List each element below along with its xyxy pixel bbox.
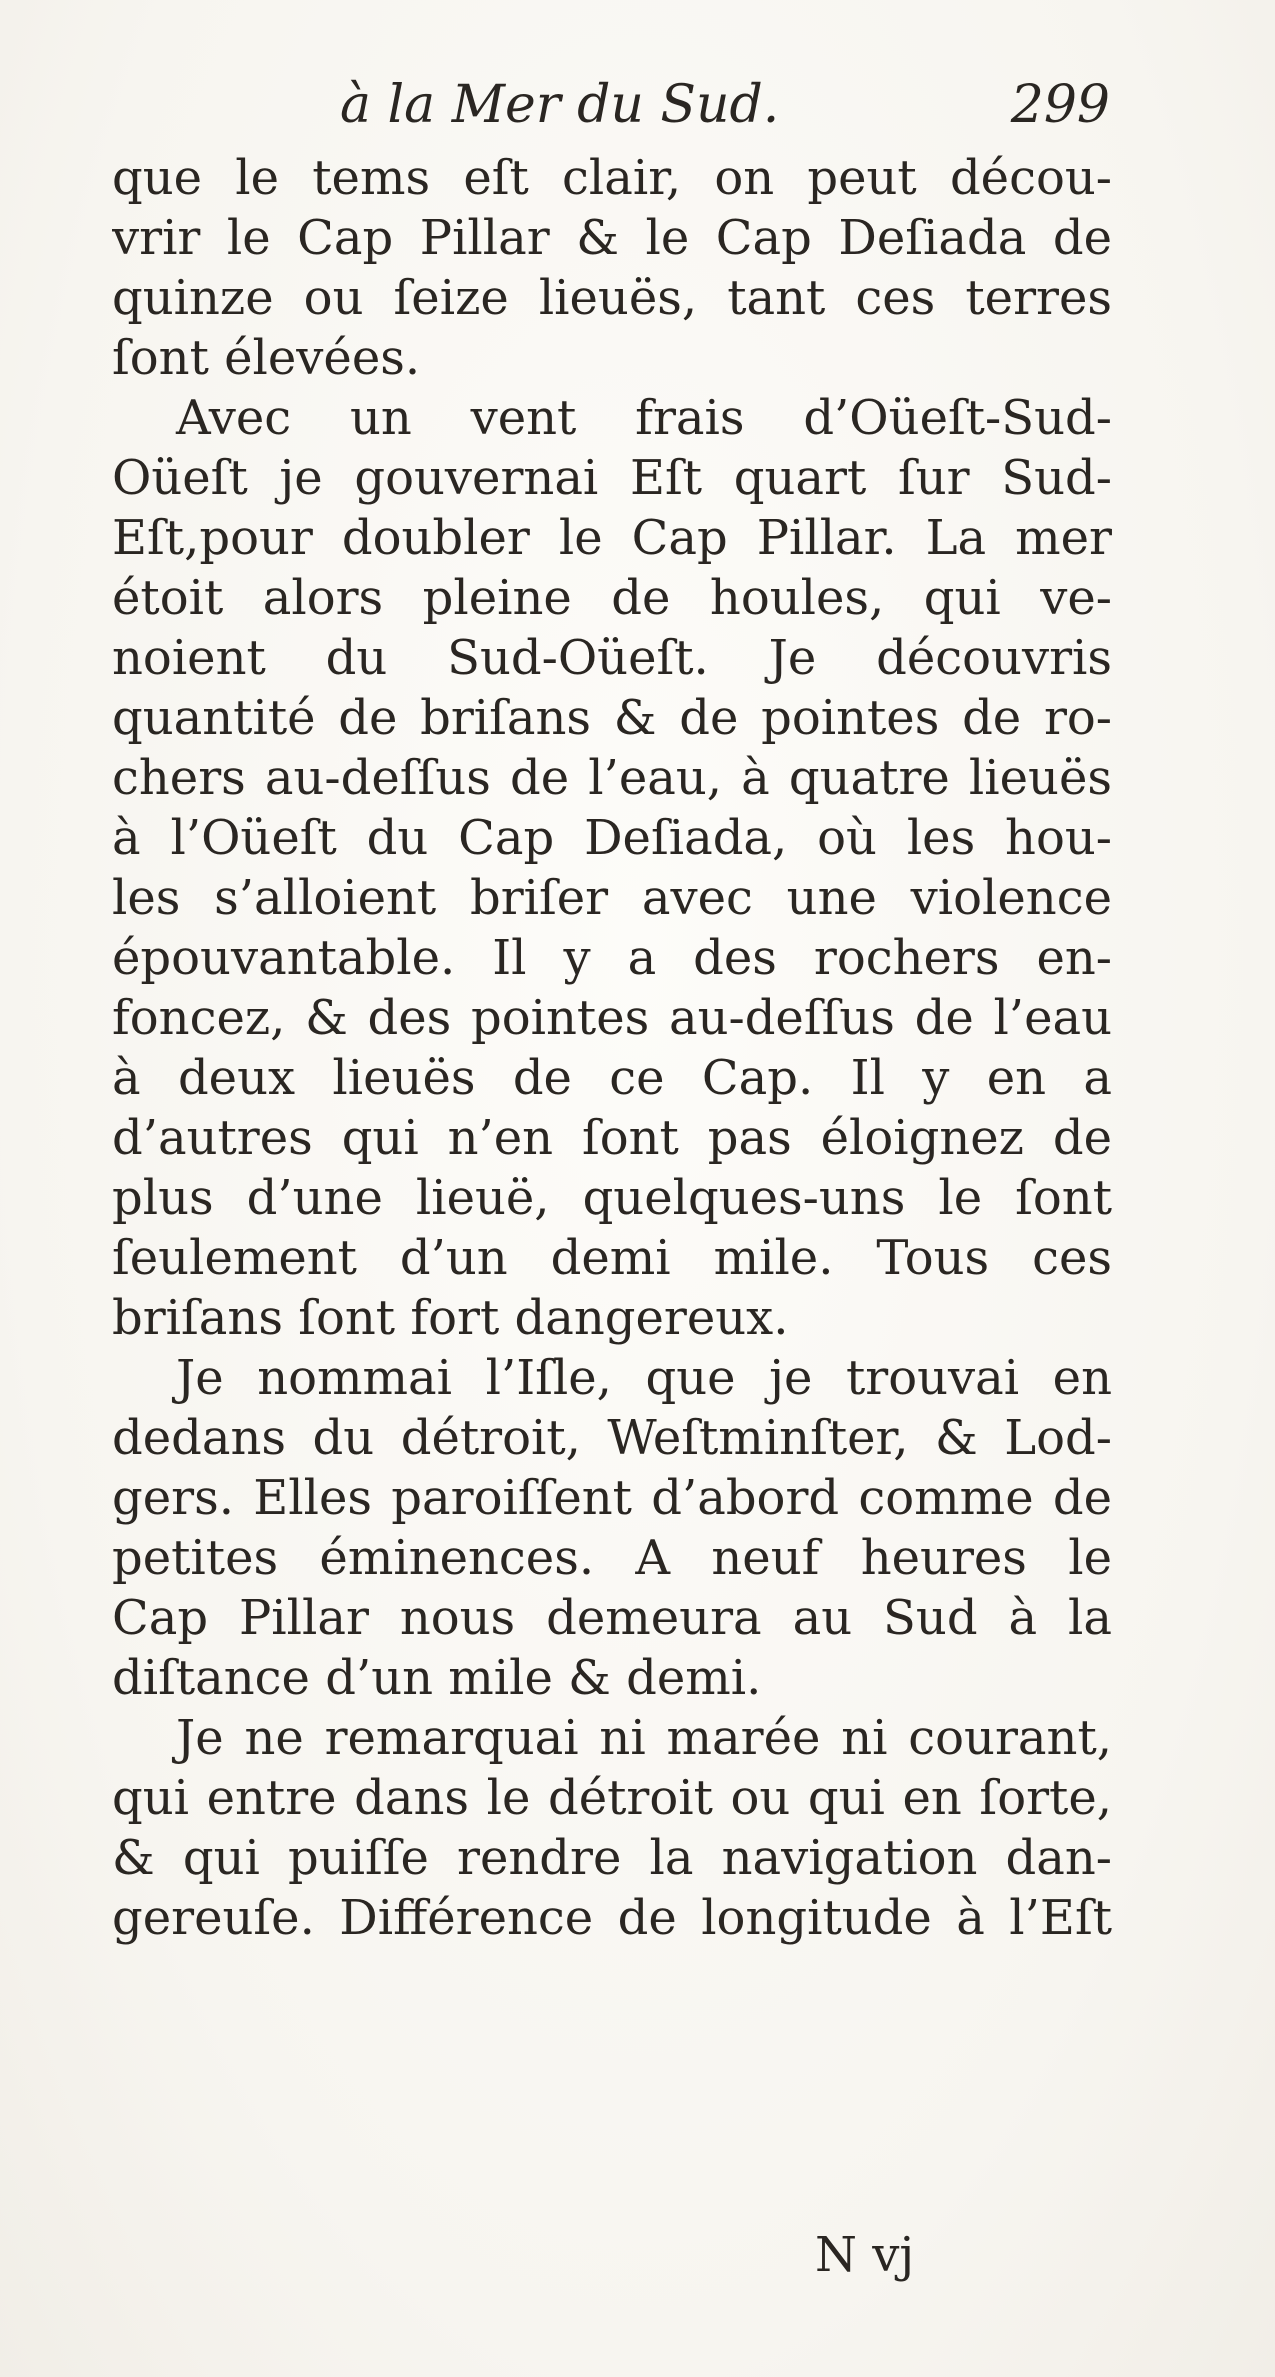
text-line: que le tems eſt clair, on peut décou- [112,150,1112,206]
text-line: quinze ou ſeize lieuës, tant ces terres [112,270,1112,326]
text-line: chers au-deſſus de l’eau, à quatre lieuës [112,750,1112,806]
text-line: ſont élevées. [112,330,421,386]
text-line: quantité de briſans & de pointes de ro- [112,690,1112,746]
text-line: à l’Oüeſt du Cap Deſiada, où les hou- [112,810,1112,866]
text-line: Oüeſt je gouvernai Eſt quart ſur Sud- [112,450,1112,506]
text-line: gereuſe. Différence de longitude à l’Eſt [112,1890,1112,1946]
text-line: & qui puiſſe rendre la navigation dan- [112,1830,1112,1886]
running-head: à la Mer du Sud. [340,75,780,135]
text-line: ſeulement d’un demi mile. Tous ces [112,1230,1112,1286]
text-line: étoit alors pleine de houles, qui ve- [112,570,1112,626]
text-line: noient du Sud-Oüeſt. Je découvris [112,630,1112,686]
page-header [110,70,1110,140]
text-line: d’autres qui n’en ſont pas éloignez de [112,1110,1112,1166]
body-text [112,148,1112,1948]
text-line: Avec un vent frais d’Oüeſt-Sud- [176,390,1112,446]
signature-mark: N vj [815,2227,915,2283]
text-line: Je nommai l’Iſle, que je trouvai en [176,1350,1112,1406]
text-line: plus d’une lieuë, quelques-uns le ſont [112,1170,1112,1226]
text-line: diſtance d’un mile & demi. [112,1650,762,1706]
text-line: Cap Pillar nous demeura au Sud à la [112,1590,1112,1646]
text-line: dedans du détroit, Weſtminſter, & Lod- [112,1410,1112,1466]
text-line: qui entre dans le détroit ou qui en ſorte, [112,1770,1112,1826]
text-line: briſans ſont fort dangereux. [112,1290,789,1346]
text-line: Eſt,pour doubler le Cap Pillar. La mer [112,510,1112,566]
page-number: 299 [1010,75,1110,135]
text-line: vrir le Cap Pillar & le Cap Deſiada de [112,210,1112,266]
text-line: épouvantable. Il y a des rochers en- [112,930,1112,986]
text-line: petites éminences. A neuf heures le [112,1530,1112,1586]
text-line: à deux lieuës de ce Cap. Il y en a [112,1050,1112,1106]
text-line: Je ne remarquai ni marée ni courant, [176,1710,1112,1766]
text-line: foncez, & des pointes au-deſſus de l’eau [112,990,1112,1046]
text-line: gers. Elles paroiſſent d’abord comme de [112,1470,1112,1526]
text-line: les s’alloient briſer avec une violence [112,870,1112,926]
